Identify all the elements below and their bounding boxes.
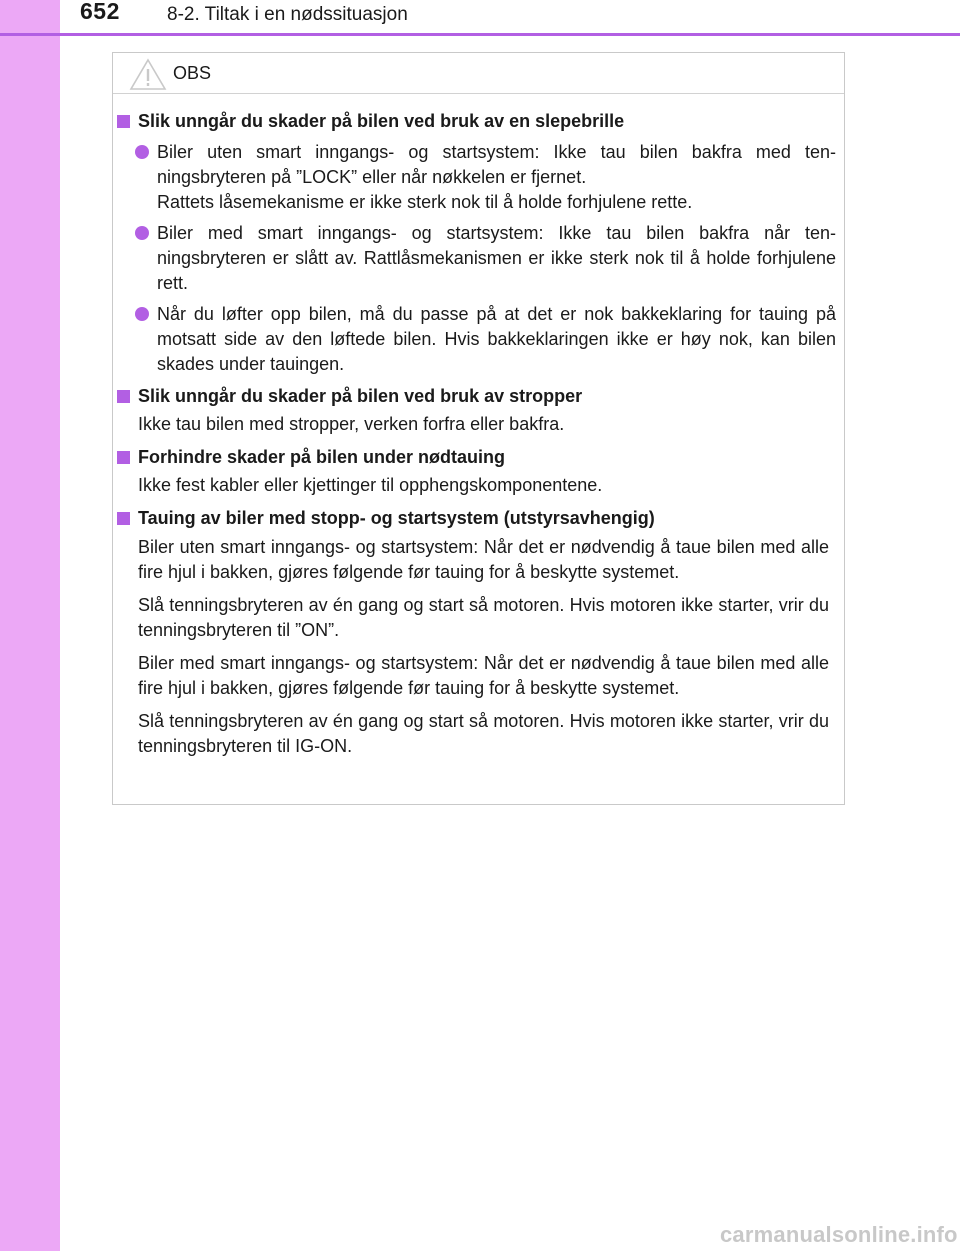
- paragraph: Biler med smart inngangs- og startsystem: Når det er nødvendig å taue bilen med alle fire hjul i bakken, gjøres følgende før tauing for å beskytte systemet.: [138, 653, 829, 698]
- warning-triangle-icon: [129, 58, 167, 91]
- notice-header: [113, 53, 844, 94]
- page-header: [0, 0, 960, 36]
- list-item: Når du løfter opp bilen, må du passe på at det er nok bakkeklaring for tauing på motsatt side av den løftede bilen. Hvis bakkeklaringen ikke er høy nok, kan bilen skades under tauingen.: [113, 302, 844, 377]
- section-heading: Tauing av biler med stopp- og startsystem (utstyrsavhengig): [113, 505, 844, 531]
- chapter-title: 8-2. Tiltak i en nødssituasjon: [167, 4, 408, 25]
- section-nodtauing: [113, 444, 844, 498]
- square-bullet-icon: [117, 115, 130, 128]
- section-heading: Slik unngår du skader på bilen ved bruk av en slepebrille: [113, 108, 844, 134]
- round-bullet-icon: [135, 226, 149, 240]
- paragraph: Slå tenningsbryteren av én gang og start så motoren. Hvis motoren ikke starter, vrir du tenningsbryteren til IG-ON.: [138, 711, 829, 756]
- section-slepebrille: [113, 108, 844, 377]
- section-text: Ikke fest kabler eller kjettinger til opphengskomponentene.: [138, 475, 603, 495]
- list-item: Biler uten smart inngangs- og startsystem: Ikke tau bilen bakfra med ten-ningsbryteren på ”LOCK” eller når nøkkelen er fjernet. Rattets låsemekanisme er ikke sterk nok til å holde forhjulene rette.: [113, 140, 844, 215]
- round-bullet-icon: [135, 145, 149, 159]
- section-text: Ikke tau bilen med stropper, verken forfra eller bakfra.: [138, 414, 565, 434]
- notice-label: OBS: [173, 63, 212, 83]
- notice-box: [112, 52, 845, 805]
- paragraph: Biler uten smart inngangs- og startsystem: Når det er nødvendig å taue bilen med alle fire hjul i bakken, gjøres følgende før tauing for å beskytte systemet.: [138, 537, 829, 582]
- square-bullet-icon: [117, 451, 130, 464]
- square-bullet-icon: [117, 512, 130, 525]
- round-bullet-icon: [135, 307, 149, 321]
- section-heading: Slik unngår du skader på bilen ved bruk av stropper: [113, 383, 844, 409]
- watermark-text: carmanualsonline.info: [720, 1222, 958, 1247]
- notice-content: [113, 105, 844, 767]
- header-rule: [0, 33, 960, 36]
- section-stopp-start: [113, 505, 844, 759]
- square-bullet-icon: [117, 390, 130, 403]
- page-number: 652: [80, 0, 120, 24]
- section-heading: Forhindre skader på bilen under nødtauing: [113, 444, 844, 470]
- side-color-band: [0, 0, 60, 1251]
- list-item: Biler med smart inngangs- og startsystem: Ikke tau bilen bakfra når ten-ningsbryteren er slått av. Rattlåsmekanismen er ikke sterk nok til å holde forhjulene rett.: [113, 221, 844, 296]
- section-stropper: [113, 383, 844, 437]
- paragraph: Slå tenningsbryteren av én gang og start så motoren. Hvis motoren ikke starter, vrir du tenningsbryteren til ”ON”.: [138, 595, 829, 640]
